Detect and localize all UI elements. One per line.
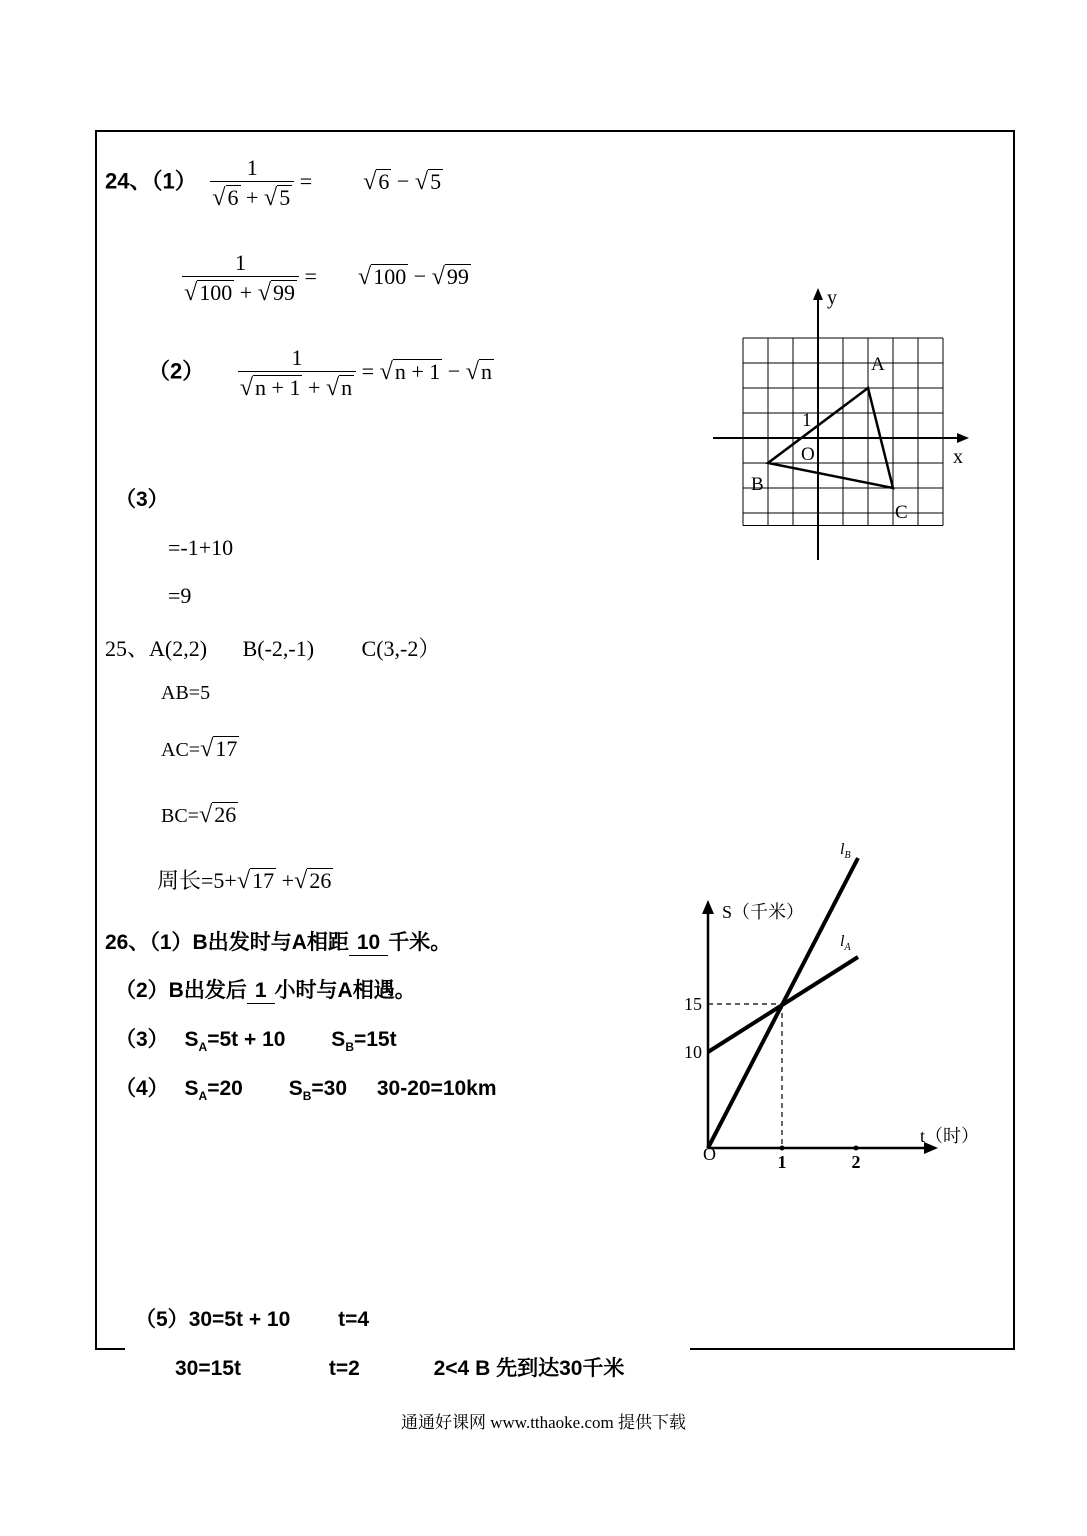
minus-sign: − xyxy=(447,358,461,384)
series-label-la: $l_A$ xyxy=(840,933,851,953)
bc-prefix: BC= xyxy=(161,805,199,827)
plus-sign: + xyxy=(239,280,253,305)
perimeter-prefix: 周长=5+ xyxy=(157,868,237,893)
radicand: n + 1 xyxy=(394,358,441,384)
var-s: S xyxy=(331,1028,346,1051)
minus-sign: − xyxy=(396,168,410,194)
q25-bc: BC=√26 xyxy=(161,801,237,828)
radicand: 6 xyxy=(227,185,239,210)
tick-dot-1 xyxy=(780,1146,785,1151)
q24-part2: （2） $\frac{1}{√n + 1 + √n}$ = √n + 1 − √n xyxy=(148,345,492,401)
equation: 30=15t xyxy=(175,1357,241,1380)
point-a-label: A xyxy=(871,354,885,375)
q24-part3-line2: =9 xyxy=(168,583,192,608)
origin-label: O xyxy=(703,1144,716,1164)
q24-frac1 xyxy=(210,155,294,212)
grid-lines xyxy=(743,338,943,526)
part-label: （4） xyxy=(115,1077,169,1100)
q25-label: 25、 xyxy=(105,636,150,661)
answer-blank: 10 xyxy=(349,931,388,956)
q26-part5-line1 xyxy=(135,1303,369,1333)
s-axis-arrow-icon xyxy=(702,900,714,914)
tick-dot-2 xyxy=(854,1146,859,1151)
radicand: n xyxy=(480,358,492,384)
q24-part3-label: （3） xyxy=(115,488,169,511)
coord-a: A(2,2) xyxy=(149,636,208,661)
radicand: 5 xyxy=(279,185,291,210)
x-axis-arrow-icon xyxy=(957,433,969,443)
q24-frac2 xyxy=(182,250,299,307)
q25-ac: AC=√17 xyxy=(161,735,238,762)
equals-sign: = xyxy=(361,358,375,384)
answer-blank: 1 xyxy=(247,979,275,1004)
subscript: A xyxy=(198,1089,208,1104)
coordinate-grid-figure xyxy=(705,280,980,565)
q26-p2-text-end: 小时与A相遇。 xyxy=(274,979,416,1002)
subscript: A xyxy=(198,1040,208,1055)
y-axis-arrow-icon xyxy=(813,288,823,300)
series-label-lb: $l_B$ xyxy=(840,841,851,861)
point-c-label: C xyxy=(895,502,908,523)
part-label: （5） xyxy=(135,1308,189,1331)
q24-part3-line1: =-1+10 xyxy=(168,535,234,560)
plus-sign: + xyxy=(307,375,321,400)
var-s: S xyxy=(184,1028,199,1051)
radicand: 99 xyxy=(446,263,469,289)
radicand: 5 xyxy=(430,168,442,194)
equals-sign: = xyxy=(304,263,317,289)
q25-ab: AB=5 xyxy=(161,682,211,704)
s-t-line-chart xyxy=(670,841,990,1178)
x-tick-label-2: 2 xyxy=(851,1152,861,1172)
footer-credit: 通通好课网 www.tthaoke.com 提供下载 xyxy=(400,1413,687,1432)
frac-numerator: 1 xyxy=(234,250,246,275)
radicand: n + 1 xyxy=(255,375,301,400)
q25-coords xyxy=(105,632,440,663)
radicand: 17 xyxy=(252,868,275,893)
coord-b: B(-2,-1) xyxy=(242,636,315,661)
q24-line1: 24、（1） $\frac{1}{√6 + √5}$ = √6 − √5 xyxy=(105,155,442,211)
equation: 30=5t + 10 xyxy=(188,1308,291,1331)
q26-p1-text: 26、（1）B出发时与A相距 xyxy=(105,931,349,954)
frac-denominator: √100 + √99 xyxy=(182,276,299,307)
part-label: （2） xyxy=(148,358,205,384)
ac-prefix: AC= xyxy=(161,739,201,761)
q26-part2 xyxy=(115,974,416,1004)
guide-lines xyxy=(708,1004,859,1151)
point-b-label: B xyxy=(751,474,764,495)
conclusion: 2<4 B 先到达30千米 xyxy=(433,1357,625,1380)
radicand: 26 xyxy=(309,868,332,893)
y-axis-label: y xyxy=(827,287,837,309)
expr: =20 xyxy=(207,1077,243,1100)
plus-sign: + xyxy=(281,868,295,893)
expr: =5t + 10 xyxy=(207,1028,286,1051)
minus-sign: − xyxy=(413,263,427,289)
q24-line2: $\frac{1}{√100 + √99}$ = √100 − √99 xyxy=(184,250,469,306)
subscript: B xyxy=(345,1040,354,1055)
q26-part3 xyxy=(115,1023,397,1054)
q24-label: 24、（1） xyxy=(105,168,197,194)
frac-numerator: 1 xyxy=(291,345,303,370)
q25-perimeter: 周长=5+√17 +√26 xyxy=(157,867,332,894)
frac-denominator: √6 + √5 xyxy=(210,181,294,212)
coord-c: C(3,-2） xyxy=(361,636,441,661)
q26-part4 xyxy=(115,1072,497,1103)
radicand: 100 xyxy=(373,263,407,289)
expr: =30 xyxy=(311,1077,347,1100)
plus-sign: + xyxy=(246,185,259,210)
radicand: 17 xyxy=(215,736,238,761)
x-tick-label-1: 1 xyxy=(777,1152,787,1172)
radicand: 99 xyxy=(272,280,295,305)
expr: =15t xyxy=(353,1028,397,1051)
q24-frac3 xyxy=(238,345,356,402)
equals-sign: = xyxy=(299,168,313,194)
x-axis-title: t（时） xyxy=(920,1126,980,1146)
y-tick-label-10: 10 xyxy=(684,1042,702,1062)
expr-diff: 30-20=10km xyxy=(376,1077,497,1100)
radicand: 26 xyxy=(214,802,237,827)
radicand: n xyxy=(341,375,353,400)
frac-numerator: 1 xyxy=(246,155,258,180)
radicand: 100 xyxy=(199,280,233,305)
radicand: 6 xyxy=(378,168,390,194)
unit-label: 1 xyxy=(802,410,812,431)
solution: t=2 xyxy=(328,1357,360,1380)
q26-p2-text: （2）B出发后 xyxy=(115,979,247,1002)
solution: t=4 xyxy=(338,1308,370,1331)
var-s: S xyxy=(184,1077,199,1100)
y-tick-label-15: 15 xyxy=(684,994,702,1014)
part-label: （3） xyxy=(115,1028,169,1051)
origin-label: O xyxy=(801,444,815,465)
subscript: B xyxy=(302,1089,312,1104)
var-s: S xyxy=(288,1077,303,1100)
y-axis-title: S（千米） xyxy=(722,902,805,922)
q26-part5-line2 xyxy=(175,1352,624,1382)
frac-denominator: √n + 1 + √n xyxy=(238,371,356,402)
x-axis-label: x xyxy=(953,446,963,468)
q26-p1-unit: 千米。 xyxy=(388,931,452,954)
q26-part1 xyxy=(105,926,451,956)
